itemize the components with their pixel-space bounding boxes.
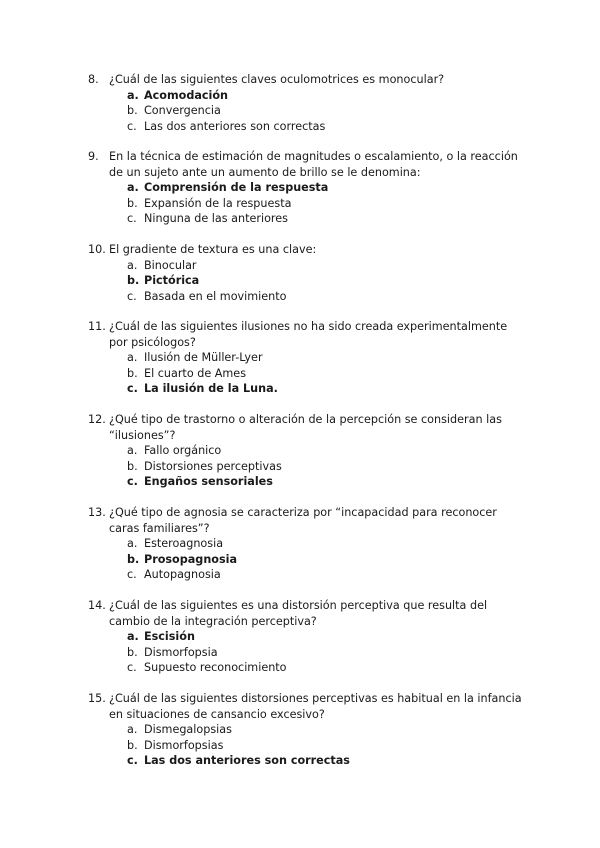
option-list [127, 536, 528, 583]
option-letter: b. [127, 552, 140, 566]
question-text: ¿Cuál de las siguientes ilusiones no ha sido creada experimentalmente por psicólogos? [109, 320, 508, 349]
option-letter: a. [127, 258, 138, 272]
question-9 [88, 149, 528, 227]
option-letter: a. [127, 351, 138, 364]
option-c [127, 567, 528, 583]
question-12 [88, 412, 528, 490]
option-letter: b. [127, 104, 138, 117]
option-text: Dismorfopsias [144, 738, 224, 752]
question-text: En la técnica de estimación de magnitudes o escalamiento, o la reacción de un sujeto ante un aumento de brillo se le denomina: [109, 150, 518, 179]
option-text: Comprensión de la respuesta [144, 181, 329, 194]
option-text: Prosopagnosia [144, 552, 238, 566]
question-text: ¿Qué tipo de trastorno o alteración de la percepción se consideran las “ilusiones”? [109, 413, 502, 442]
option-letter: a. [127, 630, 139, 643]
option-c [127, 753, 528, 769]
option-text: Escisión [144, 630, 195, 643]
option-b [127, 103, 528, 119]
option-letter: a. [127, 181, 139, 194]
option-a [127, 629, 528, 645]
option-b [127, 366, 528, 382]
option-c [127, 119, 528, 135]
question-number: 10. [88, 243, 106, 256]
question-text: ¿Qué tipo de agnosia se caracteriza por “incapacidad para reconocer caras familiares”? [109, 506, 497, 535]
option-text: Binocular [144, 258, 197, 272]
option-a [127, 350, 528, 366]
question-8 [88, 72, 528, 134]
question-number: 9. [88, 150, 99, 163]
option-b [127, 196, 528, 212]
option-text: Convergencia [144, 104, 221, 117]
option-text: Engaños sensoriales [144, 475, 273, 488]
option-b [127, 738, 528, 754]
option-letter: a. [127, 723, 138, 736]
option-text: El cuarto de Ames [144, 366, 247, 380]
option-text: Dismorfopsia [144, 645, 218, 659]
option-letter: b. [127, 459, 138, 473]
option-c [127, 289, 528, 305]
question-number: 13. [88, 506, 106, 519]
option-text: Las dos anteriores son correctas [144, 119, 326, 133]
option-text: Dismegalopsias [144, 723, 232, 736]
option-list [127, 629, 528, 676]
option-list [127, 443, 528, 490]
option-c [127, 211, 528, 227]
option-b [127, 273, 528, 289]
option-letter: c. [127, 661, 137, 674]
option-letter: a. [127, 88, 139, 102]
question-number: 11. [88, 320, 106, 333]
option-letter: a. [127, 537, 138, 550]
question-13 [88, 505, 528, 583]
option-list [127, 180, 528, 227]
option-a [127, 443, 528, 459]
option-letter: c. [127, 289, 137, 303]
option-text: Acomodación [144, 88, 228, 102]
option-text: Ilusión de Müller-Lyer [144, 351, 263, 364]
option-list [127, 88, 528, 135]
question-11 [88, 319, 528, 397]
option-letter: a. [127, 444, 138, 457]
option-b [127, 645, 528, 661]
question-text: El gradiente de textura es una clave: [109, 243, 317, 256]
question-15 [88, 691, 528, 769]
option-text: Expansión de la respuesta [144, 196, 292, 210]
option-text: Supuesto reconocimiento [144, 661, 287, 674]
option-text: Distorsiones perceptivas [144, 459, 282, 473]
option-list [127, 722, 528, 769]
option-letter: c. [127, 382, 138, 395]
option-text: Ninguna de las anteriores [144, 212, 288, 225]
option-c [127, 381, 528, 397]
question-number: 15. [88, 692, 106, 705]
question-10 [88, 242, 528, 304]
option-list [127, 258, 528, 305]
question-number: 12. [88, 413, 106, 426]
option-text: Autopagnosia [144, 568, 221, 581]
option-letter: b. [127, 196, 138, 210]
question-number: 14. [88, 599, 106, 612]
question-number: 8. [88, 73, 99, 86]
option-letter: c. [127, 754, 138, 767]
option-text: Esteroagnosia [144, 537, 224, 550]
option-a [127, 258, 528, 274]
option-letter: c. [127, 475, 138, 488]
option-letter: b. [127, 645, 138, 659]
question-text: ¿Cuál de las siguientes es una distorsión perceptiva que resulta del cambio de la integración perceptiva? [109, 599, 488, 628]
option-letter: b. [127, 274, 140, 287]
option-letter: c. [127, 119, 137, 133]
option-text: Pictórica [144, 274, 200, 287]
question-text: ¿Cuál de las siguientes claves oculomotrices es monocular? [109, 73, 445, 86]
option-b [127, 552, 528, 568]
option-letter: b. [127, 366, 138, 380]
option-a [127, 180, 528, 196]
option-a [127, 722, 528, 738]
option-a [127, 88, 528, 104]
question-14 [88, 598, 528, 676]
option-a [127, 536, 528, 552]
option-c [127, 660, 528, 676]
option-b [127, 459, 528, 475]
option-letter: c. [127, 212, 137, 225]
question-text: ¿Cuál de las siguientes distorsiones perceptivas es habitual en la infancia en situaciones de cansancio excesivo? [109, 692, 522, 721]
option-text: Las dos anteriores son correctas [144, 754, 350, 767]
option-list [127, 350, 528, 397]
option-letter: b. [127, 738, 138, 752]
option-c [127, 474, 528, 490]
option-text: La ilusión de la Luna. [144, 382, 278, 395]
option-letter: c. [127, 568, 137, 581]
option-text: Basada en el movimiento [144, 289, 287, 303]
option-text: Fallo orgánico [144, 444, 222, 457]
